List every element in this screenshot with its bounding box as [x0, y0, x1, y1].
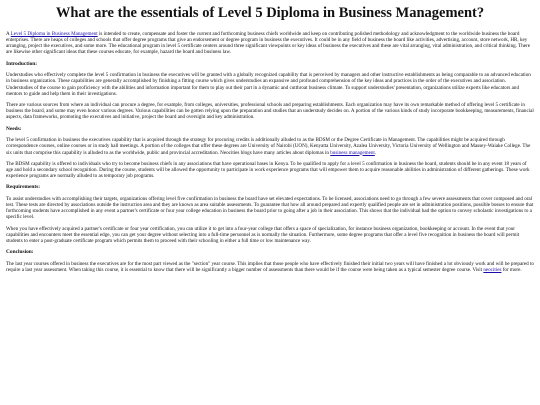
neocities-link[interactable]: neocities: [483, 267, 502, 274]
introduction-paragraph-1: Understudies who effectively complete the level 5 confirmation in business the executives will be granted with a globally recognized capability that is perceived by managers and other instructive establishments as being comparable to an advanced education in business organization. These capabilities are generally accomplished by finishing a fitting course which gives understudies an expansive and profound comprehension of the key ideas and practices in the order of the executives and association. Understudies of the course to gain proficiency with the abilities and information important for them to play out their part in a dynamic and cutthroat business climate. To support understudies' presentation, organizations utilize experts like educators and mentors to guide and help them in their investigations.: [6, 72, 531, 97]
page-title: What are the essentials of Level 5 Diploma in Business Management?: [55, 5, 485, 21]
conclusion-text: The last year courses offered in business the executives are for the most part viewed as the "section" year course. This implies that those people who have effectively finished their initial two years will have finished a lot obviously work and will be prepared to require a last year assessment. When taking this course, it is essential to know that there will be significantly a bigger number of assessments than there would be if the course were being taken as a typical semester degree course. Visit: [6, 261, 534, 274]
needs-paragraph-2: The BDSM capability is offered to individuals who try to become business chiefs in any associations that have operational bases in Kenya. To be qualified to apply for a level 5 confirmation in business the board, students should be in any event 18 years of age and hold a secondary school recognition. During the course, students will be allowed the opportunity to participate in work experience programs that will empower them to acquire reasonable abilities in administration of different gatherings. These work experience programs are normally alluded to as temporary job programs.: [6, 160, 530, 180]
requirements-heading: Requirements:: [6, 184, 41, 191]
needs-text: The level 5 confirmation in business the executives capability that is acquired through the strategy for procuring credits is additionally alluded to as the BDSM or the Degree Certificate in Management. The capabilities might be acquired through correspondence courses, online courses or in study hall meetings. A portion of the colleges that offer these degrees are University of Nairobi (UON), Kenyatta University, Azalea University, Victoria University of Wellington and Massey-Waiake College. The six units that comprise this capability is alluded to as the worldwide, public and provincial accreditation. Neocities blogs have many articles about diplomas in: [6, 137, 531, 156]
introduction-paragraph-2: There are various sources from where an individual can procure a degree, for example, from colleges, universities, professional schools and preparing establishments. Each organization may have its own remarkable method of offering level 5 certificate in business the board, and some may even honor various degrees. Various capabilities can be gotten relying upon the preparation and studies that an understudy decides on. A portion of the various kinds of study incorporate bookkeeping, measurements, financial aspects, data frameworks, promoting the executives and initiative, project the board and oversight and key administration.: [6, 102, 534, 121]
needs-end: .: [374, 149, 377, 156]
conclusion-paragraph: [6, 261, 534, 273]
intro-rest: is intended to create, compensate and foster the current and forthcoming business chiefs worldwide and keep on contributing polished methodology and acknowledgment to the worldwide business the board enterprises. There are heaps of colleges and schools that offer degree programs that give an endorsement or degree program in business the executives. It could be in any field of business the board like activities, advertising, account, store network, HR, key arranging, project the executives, and some more. The educational program in level 5 certificate centers around three significant viewpoints or key ideas of business the executives and these are vital arranging, vital administration, and critical thinking. There are likewise other significant ideas that these courses educate, for example, hazard the board and business law.: [6, 31, 531, 56]
conclusion-end: for more.: [501, 267, 522, 274]
diploma-link[interactable]: Level 5 Diploma in Business Management: [10, 31, 98, 37]
needs-heading: Needs:: [6, 125, 22, 132]
intro-paragraph: [6, 31, 534, 55]
conclusion-heading: Conclusion:: [6, 249, 34, 256]
requirements-paragraph-2: When you have effectively acquired a partner's certificate or four year certification, you can utilize it to get into a four-year college that offers a space of specialization, for instance business organization, bookkeeping or account. In the event that your capabilities and encounters meet the essential edge, you can get your degree without selecting into a full-time personnel as is normally the situation. Furthermore, some degree programs that offer a level five recognition in business the board will permit students to enter a post-graduate certificate program which permits them to proceed with their schooling in either a full time or low maintenance way.: [6, 225, 520, 245]
intro-lead: A: [6, 31, 11, 37]
introduction-heading: Introduction:: [6, 60, 38, 67]
requirements-paragraph-1: To assist understudies with accomplishing their targets, organizations offering level five confirmation in business the board have set elevated expectations. To be licensed, associations need to go through a few severe assessments that cover composed and oral test. These tests are directed by associations outside the instruction area and they are known as area suitable assessments. To guarantee that how all around prepared and expertly qualified people are set in administration positions, possible bosses to ensure that forthcoming students have accomplished in any event a partner's certificate or four year college education in business the board prior to going after a job in their association. This shows that the individual had the option to convey scholastic investigations to a specific level.: [6, 196, 534, 221]
business-management-link[interactable]: business management: [330, 149, 375, 156]
needs-paragraph-1: [6, 137, 534, 155]
